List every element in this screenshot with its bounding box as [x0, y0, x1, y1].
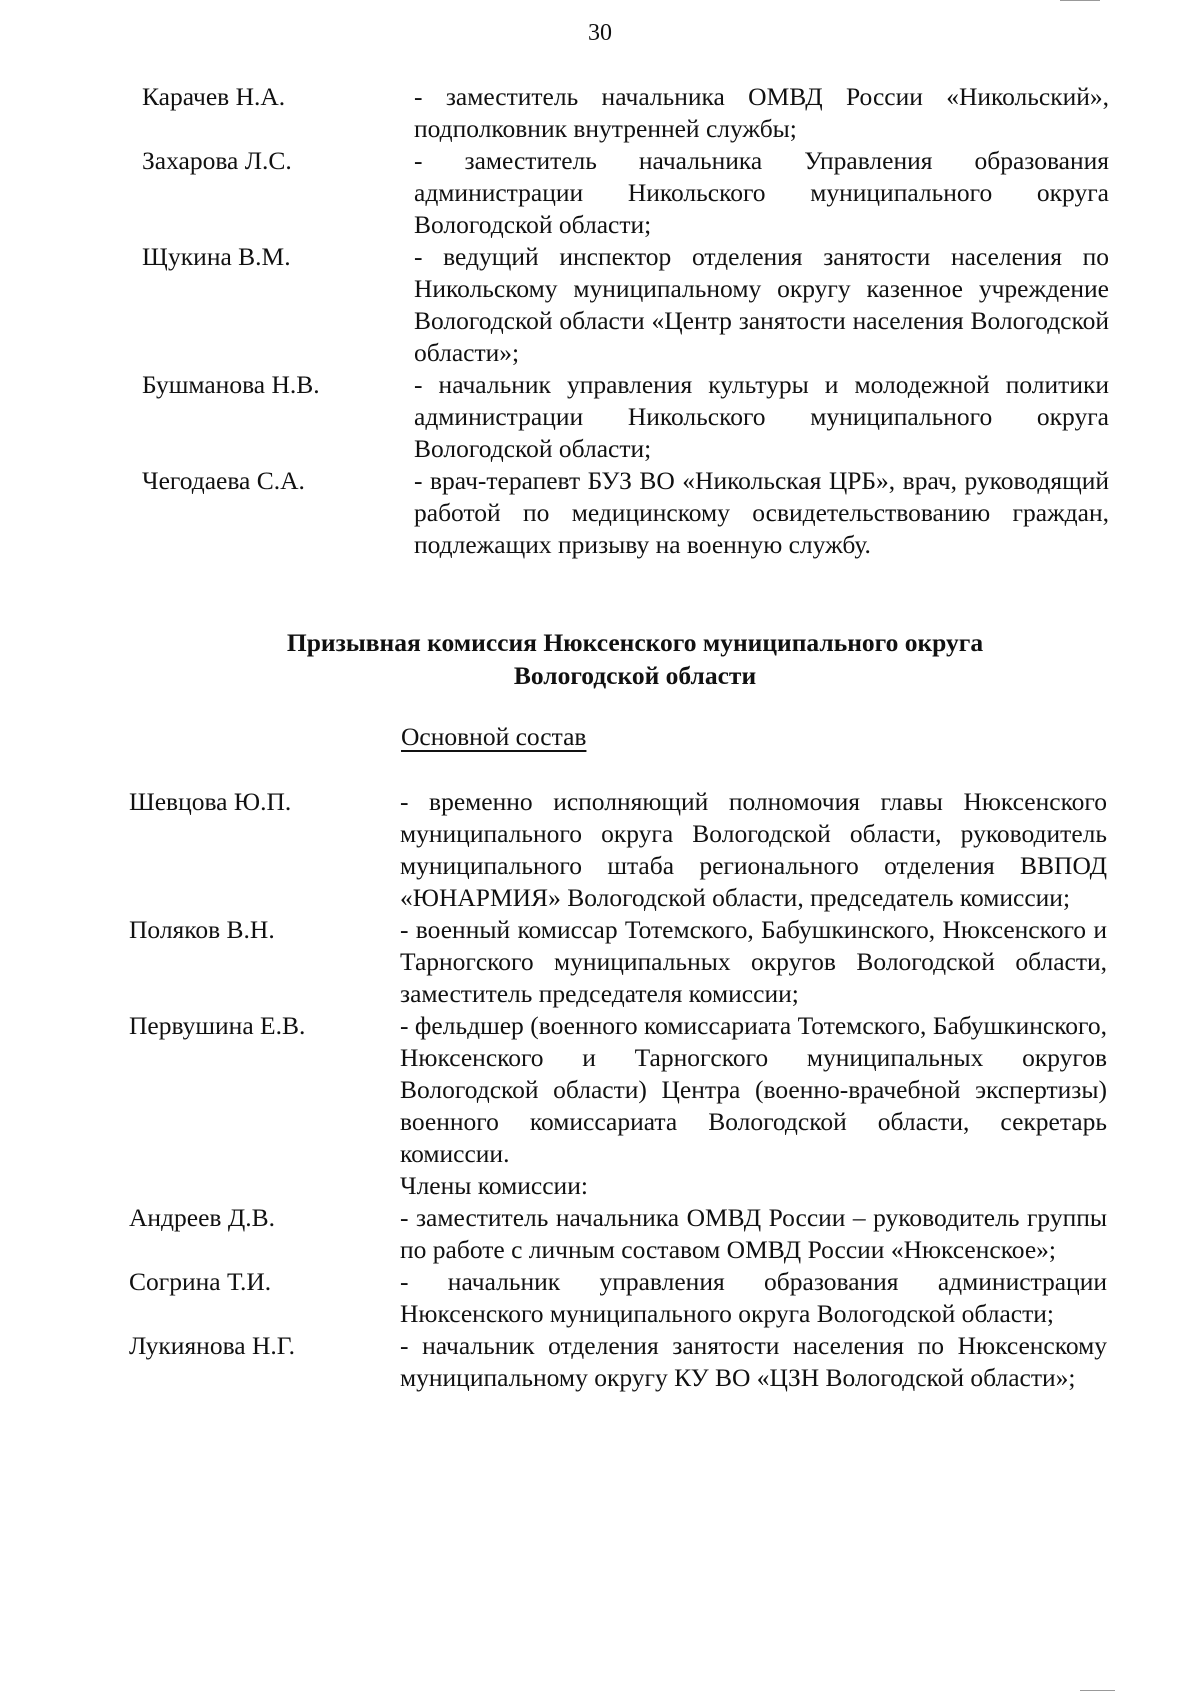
member-role: - фельдшер (военного комиссариата Тотемского, Бабушкинского, Нюксенского и Тарногского муниципальных округов Вологодской области) Центра (военно-врачебной экспертизы) военного комиссариата Вологодской области, секретарь комиссии.	[400, 1011, 1107, 1168]
member-entry	[0, 786, 1200, 914]
member-entry	[0, 914, 1200, 1010]
member-entry	[0, 145, 1200, 241]
member-role: - заместитель начальника ОМВД России – руководитель группы по работе с личным составом ОМВД России «Нюксенское»;	[400, 1203, 1107, 1264]
member-name: Первушина Е.В.	[129, 1011, 306, 1040]
member-entry	[0, 369, 1200, 465]
member-entry	[0, 465, 1200, 561]
member-role: - начальник управления культуры и молодежной политики администрации Никольского муниципального округа Вологодской области;	[414, 370, 1109, 463]
member-role: - начальник отделения занятости населения по Нюксенскому муниципальному округу КУ ВО «ЦЗН Вологодской области»;	[400, 1331, 1107, 1392]
member-entry	[0, 1010, 1200, 1170]
member-role: - начальник управления образования администрации Нюксенского муниципального округа Вологодской области;	[400, 1267, 1107, 1328]
section-heading-line-2: Вологодской области	[513, 661, 757, 690]
page-number: 30	[588, 20, 612, 46]
member-role: - врач-терапевт БУЗ ВО «Никольская ЦРБ», врач, руководящий работой по медицинскому освидетельствованию граждан, подлежащих призыву на военную службу.	[414, 466, 1109, 559]
member-role: - заместитель начальника Управления образования администрации Никольского муниципального округа Вологодской области;	[414, 146, 1109, 239]
members-label: Члены комиссии:	[400, 1171, 588, 1200]
section-heading	[0, 626, 1200, 692]
member-name: Андреев Д.В.	[129, 1203, 275, 1232]
member-role: - военный комиссар Тотемского, Бабушкинского, Нюксенского и Тарногского муниципальных округов Вологодской области, заместитель председателя комиссии;	[400, 915, 1107, 1008]
member-name: Согрина Т.И.	[129, 1267, 272, 1296]
member-name: Поляков В.Н.	[129, 915, 275, 944]
member-name: Щукина В.М.	[142, 242, 291, 271]
member-name: Карачев Н.А.	[142, 82, 286, 111]
member-role: - временно исполняющий полномочия главы Нюксенского муниципального округа Вологодской области, руководитель муниципального штаба регионального отделения ВВПОД «ЮНАРМИЯ» Вологодской области, председатель комиссии;	[400, 787, 1107, 912]
member-entry	[0, 1202, 1200, 1266]
member-role: - заместитель начальника ОМВД России «Никольский», подполковник внутренней службы;	[414, 82, 1109, 143]
member-name: Захарова Л.С.	[142, 146, 292, 175]
commission-members-continued	[0, 81, 1200, 561]
member-name: Чегодаева С.А.	[142, 466, 305, 495]
scan-mark-top	[1060, 0, 1100, 1]
member-entry	[0, 241, 1200, 369]
member-role: - ведущий инспектор отделения занятости населения по Никольскому муниципальному округу казенное учреждение Вологодской области «Центр занятости населения Вологодской области»;	[414, 242, 1109, 367]
member-name: Бушманова Н.В.	[142, 370, 320, 399]
member-name: Шевцова Ю.П.	[129, 787, 292, 816]
main-composition-subheading: Основной состав	[401, 722, 587, 751]
member-name: Лукиянова Н.Г.	[129, 1331, 295, 1360]
member-entry	[0, 1330, 1200, 1394]
member-entry	[0, 81, 1200, 145]
scan-mark-bottom	[1080, 1690, 1115, 1691]
member-entry	[0, 1266, 1200, 1330]
commission-main-composition	[0, 786, 1200, 1394]
section-heading-line-1: Призывная комиссия Нюксенского муниципального округа	[286, 628, 984, 657]
